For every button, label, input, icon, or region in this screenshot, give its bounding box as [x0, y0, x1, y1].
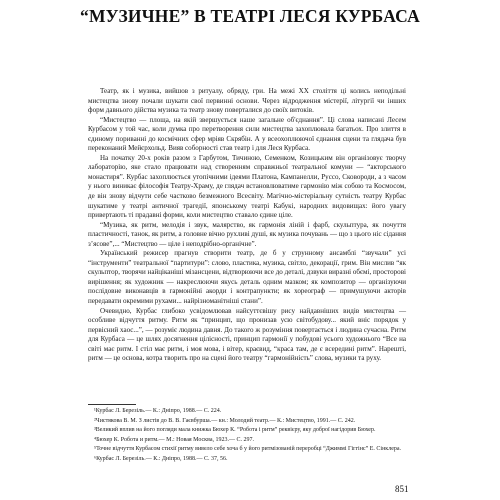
page-title: “МУЗИЧНЕ” В ТЕАТРІ ЛЕСЯ КУРБАСА — [80, 6, 420, 26]
footnote-divider — [88, 404, 136, 405]
paragraph: На початку 20-х років разом з Гарбутом, Тичиною, Семенком, Козицьким він організовує творчу лабораторію, яке стало працювати над створенням справжньої театральної комуни — “акторського монастиря”. Курбас захоплюється утопічними ідеями Платона, Кампанелли, Руссо, Сковороди, а з часом у нього виникає філософія Театру-Храму, де глядач встановлюватиме гармонію між собою та Космосом, де він знову відчути себе частково безмежного Всесвіту. Магічно-містеріальну сутність театру Курбас шукатиме у театрі античної трагедії, японському театрі Кабукі, народних видовищах: його увагу привертають ті прадавні форми, коли мистецтво ставало єдине ціле. — [88, 153, 406, 220]
footnote: ¹Курбас Л. Березіль.— К.: Дніпро, 1988.— С. 224. — [94, 408, 222, 414]
footnote: ²Чистякова В. М. З листів до В. В. Гаєвбурша.— кн.: Молодий театр.— К.: Мистецтво, 1991.— С. 242. — [94, 417, 356, 424]
article-body — [88, 87, 406, 364]
footnote: ³Великий вплив на його погляди мала книжка Бюхер К. “Робота і ритм” реквієру, яку доброї нагідорив Бюхер. — [94, 427, 376, 434]
footnote: ⁵Точне відчуття Курбасом стихії ритму вивело себе хоча б у його ритмізованій переробці “Джиммі Гіггінс” Е. Сінклера. — [94, 446, 402, 453]
footnote: ⁴Бюхер К. Робота и ритм.— М.: Новая Москва, 1923.— С. 297. — [94, 436, 255, 443]
page-number: 851 — [395, 484, 409, 494]
paragraph: Український режисер прагнув створити театр, де б у струнному ансамблі “звучали” усі “інструменти” театральної “партитури”: слово, пластика, музика, світло, декорації, грим. Він мислив “як скульптор, творячи найціканіші мізансцени, відтворюючи все до деталі, дзвуки виразні обємі, просторові вирішення; як художник — накреслюючи якусь деталь одним мазком; як композитор — організуючи послідовне виконавців в гармонійні акорди і контрапункти; як хореограф — примушуючи акторів передавати окремими рухами... найрізноманітніші стани”. — [88, 249, 406, 306]
footnotes — [88, 407, 406, 464]
paragraph: Театр, як і музика, вийшов з ритуалу, обряду, гри. На межі XX століття ці колись неподільні мистецтва знову почали шукати свої первинні основи. Через відродження містерії, літургії чи інших форм давнього дійства музика та театр знову поверталися до своїх витоків. — [88, 87, 406, 115]
paragraph: “Музика, як ритм, мелодія і звук, малярство, як гармонія ліній і фарб, скульптура, як почуття пластичності, танок, як ритм, а головне вічно рухливі душі, як музика почувань — що з цього ніс сідання з’ясове”,... “Мистецтво — ціле і неподрібно-органічне”. — [88, 220, 406, 248]
footnote: ⁶Курбас Л. Березіль.— К.: Дніпро, 1988.— С. 37, 56. — [94, 455, 228, 462]
paragraph: “Мистецтво — площа, на якій звершується наше загальне об'єднання”. Ці слова написані Лесем Курбасом у той час, коли думка про перетворення сили мистецтва захоплювала багатьох. Про злиття в єдиному пориванні до космічних сфер мріяв Скрябін. А у всеохоплюючої єднання сцени та глядача був переконаний Мейєрхольд. Вияв соборності став театр і для Леся Курбаса. — [88, 115, 406, 153]
paragraph: Очевидно, Курбас глибоко усвідомлював найсуттєвішу рису найдавніших видів мистецтва — особливе відчуття ритму. Ритм як “принцип, що пронизав усю світобудову... який вніс порядок у первісний хаос...”, — розуміє людина давня. До такого ж розуміння повертається і людина сучасна. Ритм для Курбаса — це шлях досягнення цілісності, принцип гармонії у побудові усього художнього “Все на світі має ритм. І стіл має ритм, і моя мова, і вітер, краєвид, “краса там, де є всередині ритм”. Нарешті, ритм — це основа, котра творить про на сцені його театру “гармонійність” слова, музики та руху. — [88, 306, 406, 363]
